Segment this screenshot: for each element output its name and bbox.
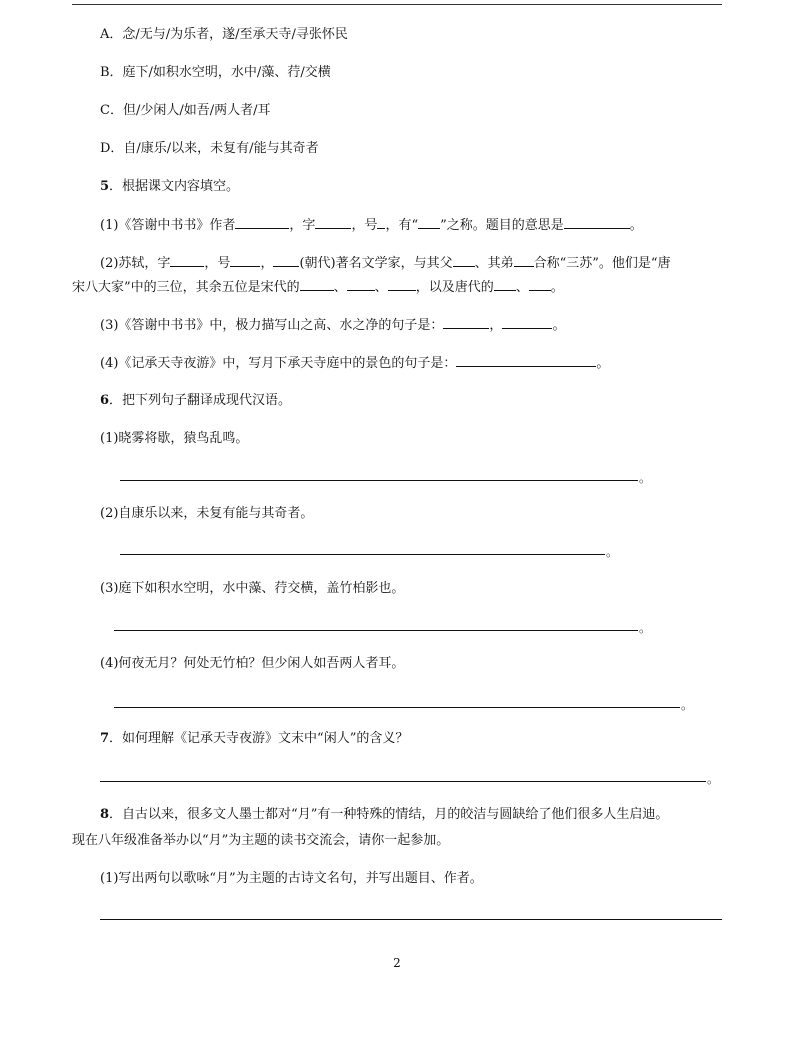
q5-s1-text-4: ，有“ (385, 218, 419, 233)
question-6-item-3: (3)庭下如积水空明，水中藻、荇交横，盖竹柏影也。 (100, 581, 405, 596)
q5-s1-text-3: ，号 (351, 218, 378, 233)
translation-1-answer-line[interactable] (120, 480, 638, 481)
q5-s2-text-8: 、 (333, 280, 347, 295)
q5-s2-text-10: ，以及唐代的 (415, 280, 494, 295)
q5-s4-text-1: (4)《记承天寺夜游》中，写月下承天寺庭中的景色的句子是： (100, 356, 457, 371)
question-8-number: 8 (100, 807, 110, 822)
header-rule (72, 4, 722, 5)
courtesy-name-blank[interactable] (315, 216, 351, 229)
q5-s2-text-9: 、 (374, 280, 388, 295)
question-8-line-2: 现在八年级准备举办以“月”为主题的读书交流会，请你一起参加。 (72, 833, 450, 848)
option-b: B．庭下/如积水空明，水中/藻、荇/交横 (100, 65, 331, 80)
question-7-number: 7 (100, 731, 110, 746)
option-c: C．但/少闲人/如吾/两人者/耳 (100, 103, 271, 118)
question-5-sub-3 (100, 316, 565, 335)
mountain-sentence-blank[interactable] (443, 316, 489, 329)
question-6-item-4: (4)何夜无月？何处无竹柏？但少闲人如吾两人者耳。 (100, 656, 405, 671)
question-8-answer-line[interactable] (100, 919, 722, 920)
father-blank[interactable] (453, 254, 475, 267)
translation-1-period: 。 (639, 471, 652, 485)
question-6-number: 6 (100, 393, 110, 408)
q5-s4-text-2: 。 (596, 356, 610, 371)
q5-s2-text-7: 宋八大家”中的三位，其余五位是宋代的 (72, 280, 300, 295)
option-d: D．自/康乐/以来，未复有/能与其奇者 (100, 141, 319, 156)
translation-3-answer-line[interactable] (114, 630, 638, 631)
translation-4-period: 。 (681, 698, 694, 712)
tang-writer-1-blank[interactable] (494, 278, 516, 291)
q5-s3-text-3: 。 (552, 318, 566, 333)
song-writer-3-blank[interactable] (388, 278, 416, 291)
question-5-title (100, 178, 239, 196)
brother-blank[interactable] (514, 254, 534, 267)
question-7-text: ．如何理解《记承天寺夜游》文末中“闲人”的含义？ (109, 731, 409, 746)
q5-s3-text-1: (3)《答谢中书书》中，极力描写山之高、水之净的句子是： (100, 318, 444, 333)
translation-3-period: 。 (639, 621, 652, 635)
translation-2-period: 。 (606, 545, 619, 559)
question-5-sub-2-line-2 (72, 278, 564, 297)
question-8-sub-1: (1)写出两句以歌咏“月”为主题的古诗文名句，并写出题目、作者。 (100, 871, 483, 886)
tang-writer-2-blank[interactable] (529, 278, 551, 291)
option-a: A．念/无与/为乐者，遂/至承天寺/寻张怀民 (100, 27, 348, 42)
q5-s1-text-6: 。 (629, 218, 643, 233)
q5-s2-text-1: (2)苏轼，字 (100, 256, 171, 271)
question-5-sub-2-line-1 (100, 254, 671, 273)
q5-s2-text-6: 合称“三苏”。他们是“唐 (533, 256, 671, 271)
question-6-item-2: (2)自康乐以来，未复有能与其奇者。 (100, 506, 314, 521)
su-shi-hao-blank[interactable] (230, 254, 260, 267)
question-5-number: 5 (100, 179, 110, 194)
dynasty-blank[interactable] (273, 254, 299, 267)
question-6-text: ．把下列句子翻译成现代汉语。 (109, 393, 292, 408)
q5-s1-text-1: (1)《答谢中书书》作者 (100, 218, 236, 233)
question-6-title (100, 392, 291, 410)
q5-s2-text-5: 、其弟 (474, 256, 514, 271)
title-blank[interactable] (418, 216, 440, 229)
q5-s3-text-2: ， (489, 318, 503, 333)
question-8-text-1: ．自古以来，很多文人墨士都对“月”有一种特殊的情结，月的皎洁与圆缺给了他们很多人生启迪。 (109, 807, 669, 822)
question-7-title (100, 730, 408, 748)
author-blank[interactable] (235, 216, 289, 229)
song-writer-1-blank[interactable] (300, 278, 334, 291)
question-5-sub-4 (100, 354, 609, 373)
song-writer-2-blank[interactable] (347, 278, 375, 291)
question-5-sub-1 (100, 216, 643, 235)
translation-2-answer-line[interactable] (120, 554, 605, 555)
question-8-line-1 (100, 806, 668, 824)
scenery-sentence-blank[interactable] (456, 354, 596, 367)
question-6-item-1: (1)晓雾将歇，猿鸟乱鸣。 (100, 431, 249, 446)
translation-4-answer-line[interactable] (114, 707, 680, 708)
q5-s2-text-12: 。 (550, 280, 564, 295)
q5-s1-text-2: ，字 (289, 218, 316, 233)
question-5-text: ．根据课文内容填空。 (109, 179, 240, 194)
su-shi-zi-blank[interactable] (170, 254, 204, 267)
meaning-blank[interactable] (564, 216, 630, 229)
page-number: 2 (393, 956, 401, 970)
q5-s2-text-4: (朝代)著名文学家，与其父 (299, 256, 453, 271)
q5-s2-text-11: 、 (515, 280, 529, 295)
question-7-answer-line[interactable] (100, 781, 706, 782)
water-sentence-blank[interactable] (502, 316, 552, 329)
q5-s2-text-3: ， (260, 256, 274, 271)
question-7-period: 。 (707, 772, 720, 786)
q5-s2-text-2: ，号 (204, 256, 231, 271)
q5-s1-text-5: ”之称。题目的意思是 (440, 218, 564, 233)
